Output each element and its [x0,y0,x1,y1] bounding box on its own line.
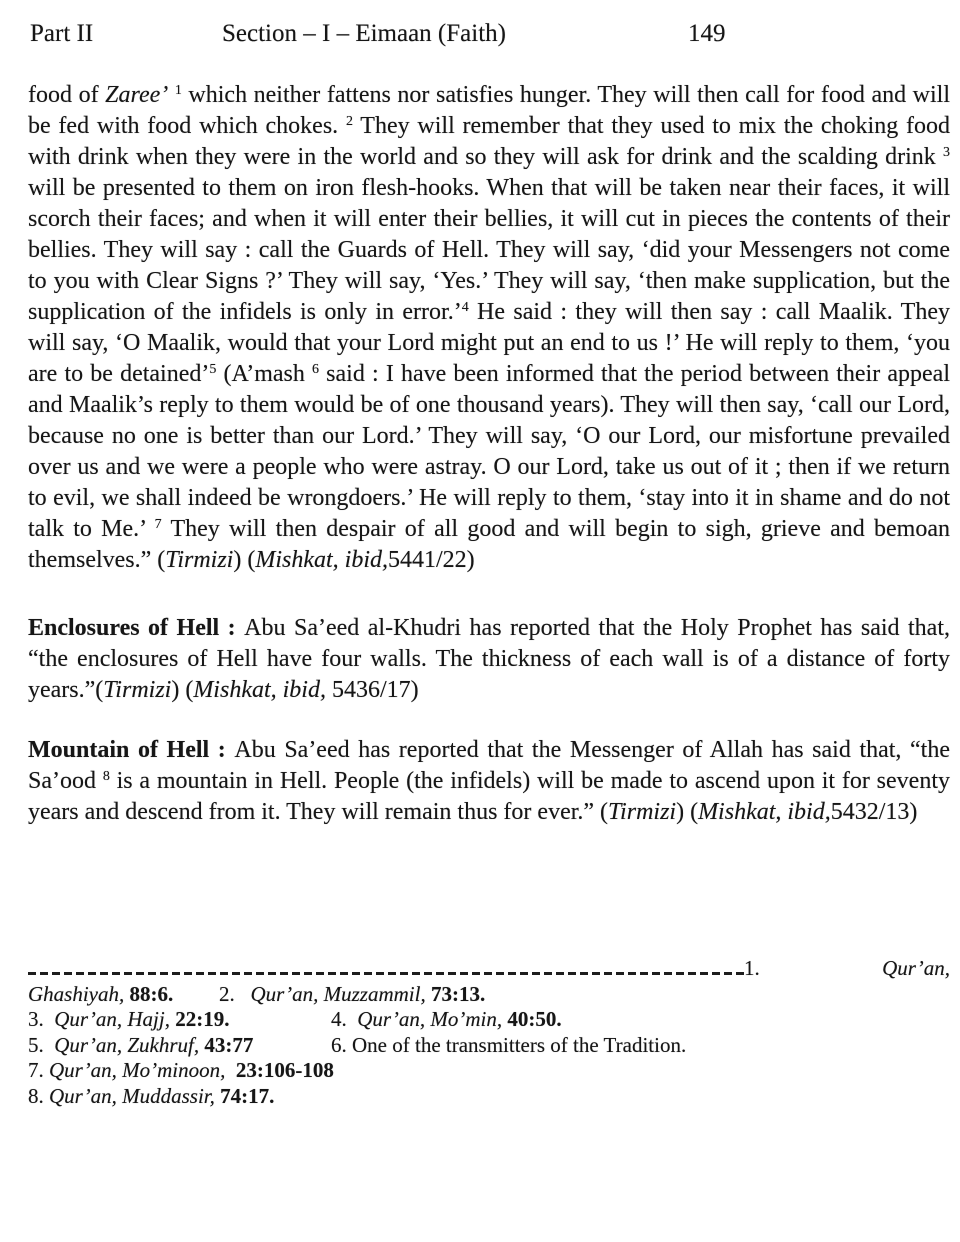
footnote-4: 4. Qur’an, Mo’min, 40:50. [331,1007,562,1031]
footnote-row-4 [28,1033,950,1059]
paragraph-mountain-of-hell: Mountain of Hell : Abu Sa’eed has reported that the Messenger of Allah has said that, “the Sa’ood $^8$ is a mountain in Hell. People (the infidels) will be made to ascend upon it for seventy years and descend from it. They will remain thus for ever.” (Tirmizi) (Mishkat, ibid,5432/13) [28,737,950,825]
page-body [28,80,950,828]
footnote-row-6 [28,1084,950,1110]
paragraph-enclosures-of-hell: Enclosures of Hell : Abu Sa’eed al-Khudri has reported that the Holy Prophet has said that, “the enclosures of Hell have four walls. The thickness of each wall is of a distance of forty years.”(Tirmizi) (Mishkat, ibid, 5436/17) [28,615,951,703]
footnote-row-3 [28,1007,950,1033]
footnotes-section [28,956,950,1109]
footnote-1-number: 1. [744,956,760,980]
footnote-1-continuation: Ghashiyah, 88:6. [28,981,174,1006]
footnote-row-2 [28,982,950,1008]
paragraph-hadith-food-of-hell: food of Zaree’ $^1$ which neither fattens nor satisfies hunger. They will then call for food and will be fed with food which chokes. $^2$ They will remember that they used to mix the choking food with drink when they were in the world and so they will ask for drink and the scalding drink $^3$ will be presented to them on iron flesh-hooks. When that will be taken near their faces, it will scorch their faces; and when it will enter their bellies, it will cut in pieces the contents of their bellies. They will say : call the Guards of Hell. They will say, ‘did your Messengers not come to you with Clear Signs ?’ They will say, ‘Yes.’ They will say, ‘then make supplication, but the supplication of the infidels is only in error.’$^4$ He said : they will then say : call Maalik. They will say, ‘O Maalik, would that your Lord might put an end to us !’ He will reply to them, ‘you are to be detained’$^5$ (A’mash $^6$ said : I have been informed that the period between their appeal and Maalik’s reply to them would be of one thousand years). They will then say, ‘call our Lord, because no one is better than our Lord.’ They will say, ‘O our Lord, our misfortune prevailed over us and we were a people who were astray. O our Lord, take us out of it ; then if we return to evil, we shall indeed be wrongdoers.’ He will reply to them, ‘stay into it in shame and do not talk to Me.’ $^7$ They will then despair of all good and will begin to sigh, grieve and bemoan themselves.” (Tirmizi) (Mishkat, ibid,5441/22) [28,82,951,573]
header-section-title: Section – I – Eimaan (Faith) [222,20,506,47]
header-part-label: Part II [30,20,94,47]
header-page-number: 149 [688,20,726,47]
page-header [0,20,960,54]
footnote-8: 8. Qur’an, Muddassir, 74:17. [28,1083,275,1108]
footnote-row-5 [28,1058,950,1084]
footnote-3: 3. Qur’an, Hajj, 22:19. [28,1007,230,1031]
footnote-1-start: Qur’an, [882,956,950,980]
footnote-5: 5. Qur’an, Zukhruf, 43:77 [28,1032,254,1057]
footnote-6: 6. One of the transmitters of the Tradition. [331,1032,687,1057]
footnote-divider-row [28,956,950,982]
footnote-7: 7. Qur’an, Mo’minoon, 23:106-108 [28,1058,334,1082]
footnote-2: 2. Qur’an, Muzzammil, 73:13. [219,981,486,1006]
footnote-divider-dashes [28,972,744,975]
